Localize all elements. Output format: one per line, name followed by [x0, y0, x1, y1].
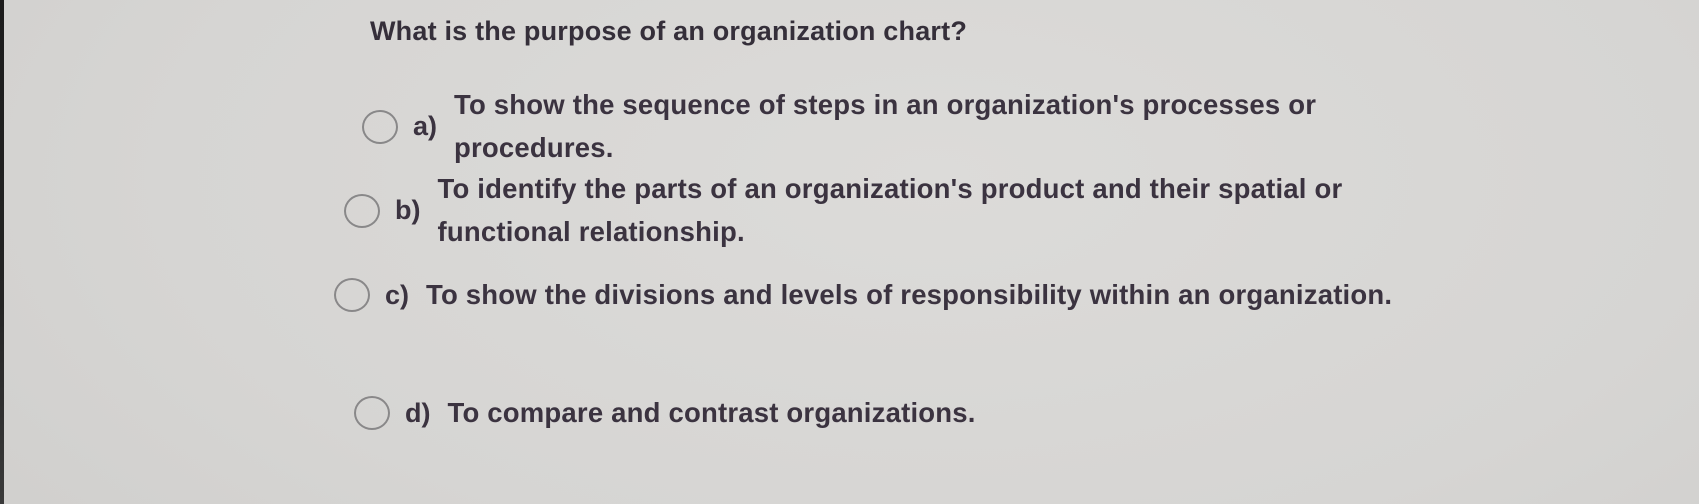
radio-button-d[interactable]	[354, 396, 390, 430]
question-text: What is the purpose of an organization chart?	[370, 16, 968, 46]
option-row-c[interactable]	[334, 274, 1392, 317]
option-text-d: To compare and contrast organizations.	[447, 397, 976, 428]
option-key-b: b)	[395, 195, 421, 226]
option-row-d[interactable]	[354, 392, 976, 435]
radio-button-b[interactable]	[344, 194, 380, 228]
option-row-a[interactable]	[362, 84, 1439, 169]
option-key-a: a)	[413, 111, 438, 142]
radio-button-c[interactable]	[334, 278, 370, 312]
option-text-b: To identify the parts of an organization's product and their spatial or functional relationship.	[437, 173, 1343, 247]
option-text-a: To show the sequence of steps in an organization's processes or procedures.	[454, 89, 1317, 163]
radio-button-a[interactable]	[362, 110, 398, 144]
option-key-c: c)	[385, 279, 410, 310]
option-row-b[interactable]	[344, 168, 1422, 253]
option-key-d: d)	[405, 397, 431, 428]
option-text-c: To show the divisions and levels of responsibility within an organization.	[426, 279, 1393, 310]
